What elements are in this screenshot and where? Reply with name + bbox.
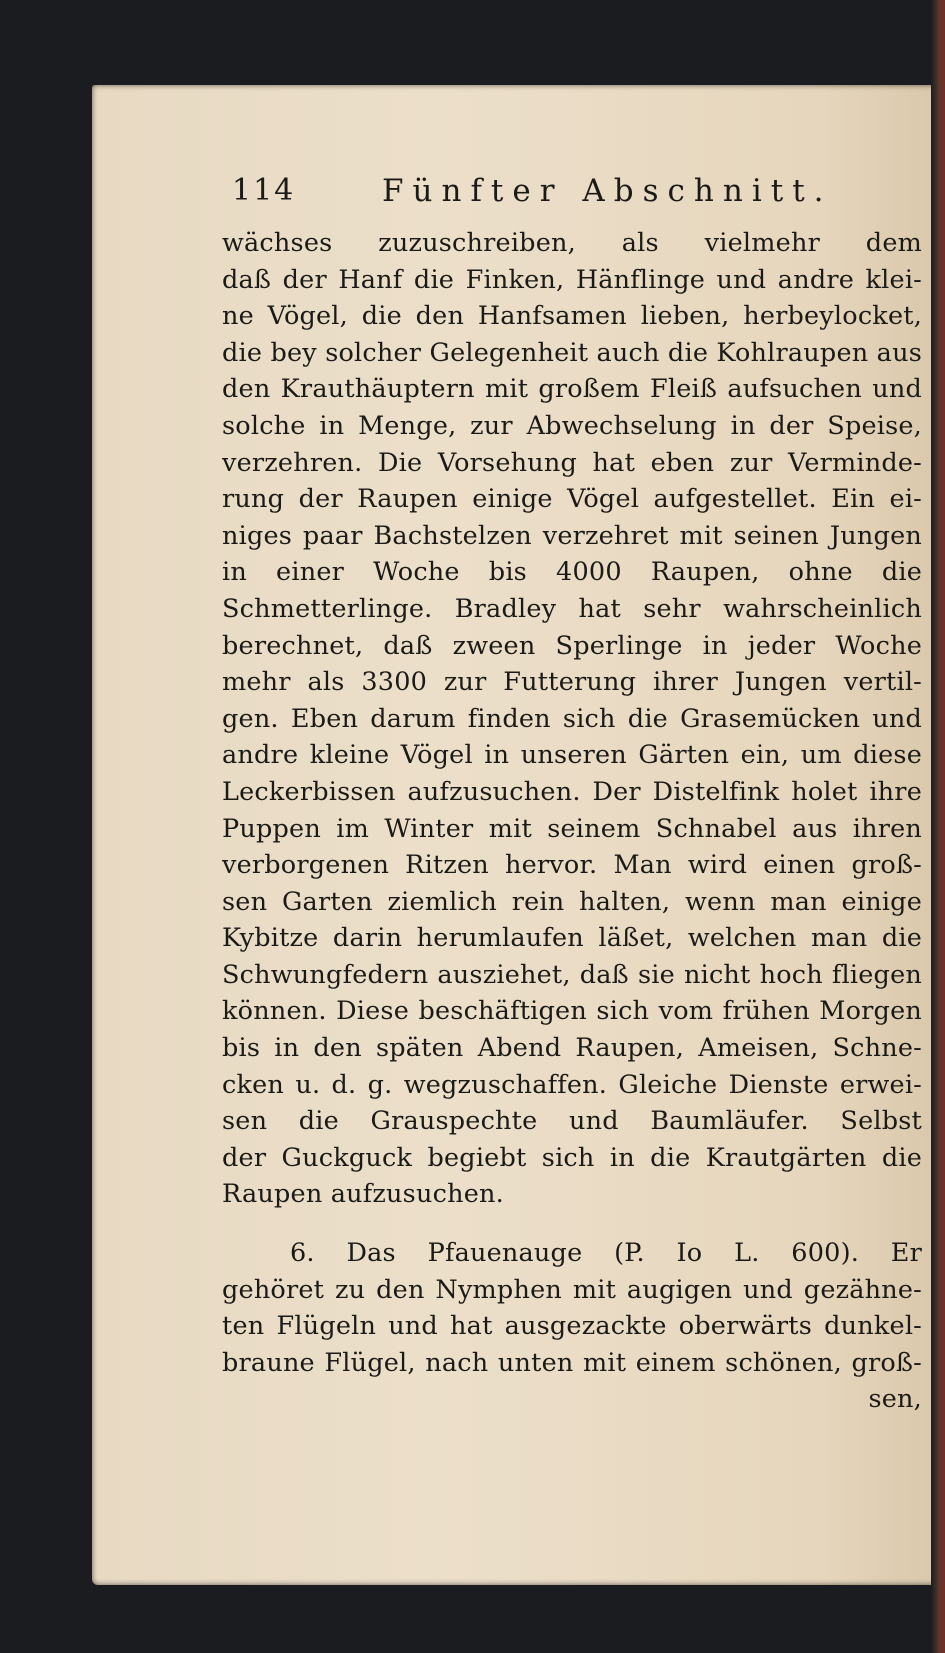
text-line: gen. Eben darum finden sich die Grasemücken und	[222, 703, 922, 734]
text-line: solche in Menge, zur Abwechselung in der Speise,	[222, 410, 922, 441]
text-line: Leckerbissen aufzusuchen. Der Distelfink holet ihre	[222, 776, 922, 807]
text-line: Puppen im Winter mit seinem Schnabel aus ihren	[222, 813, 922, 844]
text-line: niges paar Bachstelzen verzehret mit seinen Jungen	[222, 520, 922, 551]
text-line: Kybitze darin herumlaufen läßet, welchen man die	[222, 923, 922, 954]
text-line: sen Garten ziemlich rein halten, wenn man einige	[222, 886, 922, 917]
running-head: Fünfter Abschnitt.	[382, 173, 833, 209]
text-line: verborgenen Ritzen hervor. Man wird einen groß-	[222, 850, 922, 881]
text-line: können. Diese beschäftigen sich vom frühen Morgen	[222, 996, 922, 1027]
text-line: gehöret zu den Nymphen mit augigen und gezähne-	[222, 1274, 922, 1305]
text-line: die bey solcher Gelegenheit auch die Kohlraupen aus	[222, 337, 922, 368]
page-number: 114	[232, 173, 296, 208]
body-text	[222, 225, 922, 1418]
paragraph-2	[222, 1235, 922, 1381]
text-line: der Guckguck begiebt sich in die Krautgärten die	[222, 1142, 922, 1173]
text-line: andre kleine Vögel in unseren Gärten ein, um diese	[222, 740, 922, 771]
text-line: Schmetterlinge. Bradley hat sehr wahrscheinlich	[222, 593, 922, 624]
text-line: den Krauthäuptern mit großem Fleiß aufsuchen und	[222, 374, 922, 405]
book-edge	[931, 0, 945, 1653]
paragraph-1	[222, 225, 922, 1213]
text-line: in einer Woche bis 4000 Raupen, ohne die	[222, 557, 922, 588]
text-line: Schwungfedern ausziehet, daß sie nicht hoch fliegen	[222, 959, 922, 990]
page-header	[232, 165, 912, 225]
text-line: braune Flügel, nach unten mit einem schönen, groß-	[222, 1347, 922, 1378]
text-line: ten Flügeln und hat ausgezackte oberwärts dunkel-	[222, 1311, 922, 1342]
text-line: ne Vögel, die den Hanfsamen lieben, herbeylocket,	[222, 301, 922, 332]
text-line: 6. Das Pfauenauge (P. Io L. 600). Er	[290, 1238, 922, 1269]
text-line: Raupen aufzusuchen.	[222, 1179, 504, 1210]
catchword: sen,	[868, 1384, 922, 1415]
section-gap	[222, 1213, 922, 1235]
text-line: mehr als 3300 zur Futterung ihrer Jungen vertil-	[222, 667, 922, 698]
text-line: cken u. d. g. wegzuschaffen. Gleiche Dienste erwei-	[222, 1069, 922, 1100]
text-line: berechnet, daß zween Sperlinge in jeder Woche	[222, 630, 922, 661]
text-line: daß der Hanf die Finken, Hänflinge und andre klei-	[222, 264, 922, 295]
text-line: sen die Grauspechte und Baumläufer. Selbst	[222, 1106, 922, 1137]
text-line: rung der Raupen einige Vögel aufgestellet. Ein ei-	[222, 484, 922, 515]
text-line: wächses zuzuschreiben, als vielmehr dem	[222, 228, 922, 258]
book-page	[92, 85, 945, 1585]
text-line: bis in den späten Abend Raupen, Ameisen, Schne-	[222, 1033, 922, 1064]
text-line: verzehren. Die Vorsehung hat eben zur Verminde-	[222, 447, 922, 478]
